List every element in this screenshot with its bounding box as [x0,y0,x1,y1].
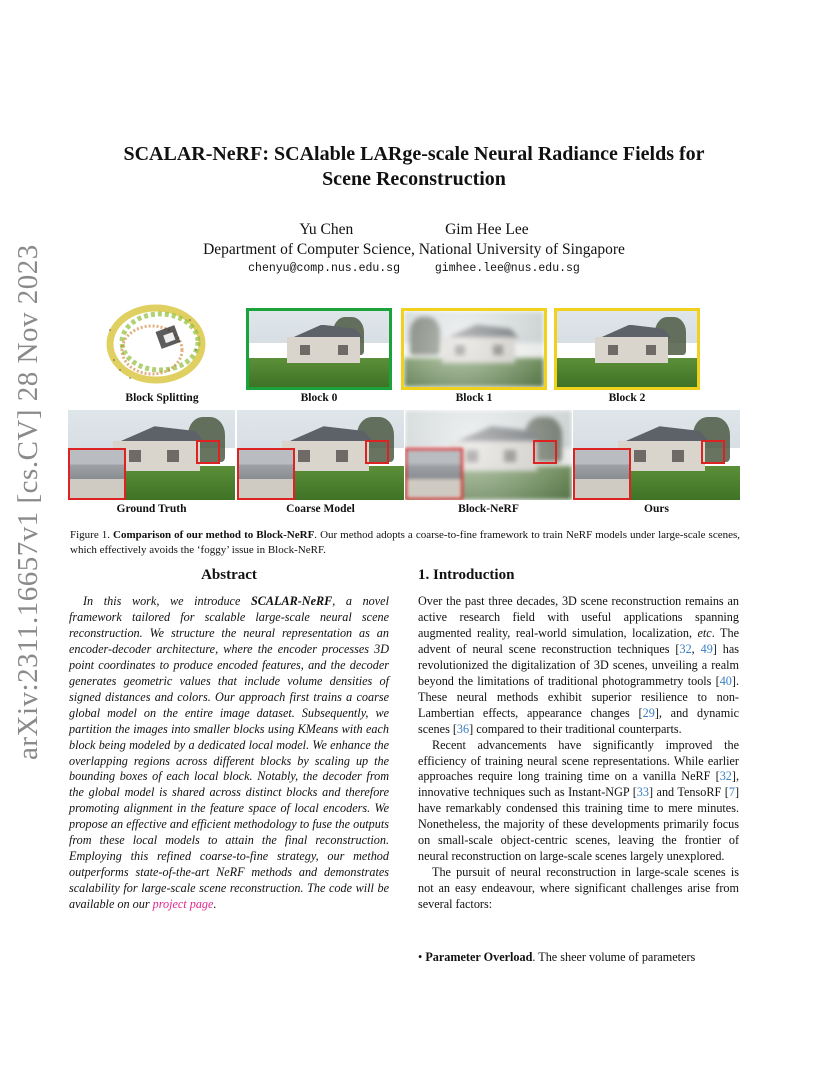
block-0-image [246,308,392,390]
intro-paragraph-2: Recent advancements have significantly improved the efficiency of training neural scene representations. While earlier approaches require long training time on a vanilla NeRF [32], innovative techniques such as Instant-NGP [33] and TensoRF [7] have remarkably condensed this training time to mere minutes. Nonetheless, the majority of these developments primarily focus on small-scale object-centric scenes, leaving the frontier of neural reconstruction on large-scale scenes largely unexplored. [418,737,739,864]
title-line-1: SCALAR-NeRF: SCAlable LARge-scale Neural Radiance Fields for [123,143,705,165]
caption-prefix: Figure 1. [70,529,110,541]
bullet-item [418,950,739,966]
citation-link[interactable]: 29 [642,705,655,720]
block-1-image [401,308,547,390]
author-name: Gim Hee Lee [445,221,529,238]
arxiv-side-stamp: arXiv:2311.16657v1 [cs.CV] 28 Nov 2023 [12,244,44,760]
block-splitting-image [100,300,208,390]
caption-rest: . Our method adopts a coarse-to-fine framework to train NeRF models under large-scale scenes, which effectively avoids the ‘foggy’ issue in Block-NeRF. [70,529,740,556]
bullet-mark: • [418,950,423,964]
label-ours: Ours [644,503,669,515]
abstract-lead: In this work, we introduce [83,594,251,608]
email[interactable]: chenyu@comp.nus.edu.sg [248,262,400,275]
email-list [90,261,738,277]
label-block-1: Block 1 [455,392,493,404]
intro-paragraph-1: Over the past three decades, 3D scene reconstruction remains an active research field with useful applications spanning augmented reality, real-world simulation, localization, etc. The advent of neural scene reconstruction techniques [32, 49] has revolutionized the digitalization of 3D scenes, unveiling a realm beyond the limitations of traditional photogrammetry tools [40]. These neural methods exhibit superior resilience to non-Lambertian effects, appearance changes [29], and dynamic scenes [36] compared to their traditional counterparts. [418,594,740,736]
ours-image [573,410,740,500]
email[interactable]: gimhee.lee@nus.edu.sg [434,262,580,275]
author-name: Yu Chen [299,221,354,238]
citation-link[interactable]: 32 [679,641,692,656]
intro-paragraph-3: The pursuit of neural reconstruction in large-scale scenes is not an easy endeavour, where significant challenges arise from several factors: [418,865,739,912]
label-block-2: Block 2 [608,392,646,404]
author-list [90,220,738,240]
caption-bold: Comparison of our method to Block-NeRF [113,529,315,541]
citation-link[interactable]: 36 [456,721,470,736]
bullet-bold: Parameter Overload [425,950,533,964]
citation-link[interactable]: 49 [700,641,713,656]
label-coarse-model: Coarse Model [286,503,355,515]
citation-link[interactable]: 40 [719,673,732,688]
label-block-nerf: Block-NeRF [458,503,519,515]
ground-truth-image [68,410,235,500]
figure-caption [70,528,740,558]
bullet-rest: . The sheer volume of parameters [532,950,696,964]
label-ground-truth: Ground Truth [116,503,187,515]
intro-text [418,594,739,913]
title-line-2: Scene Reconstruction [322,168,506,190]
citation-link[interactable]: 7 [728,785,735,800]
abstract-heading: Abstract [201,567,257,583]
abstract-text [69,594,389,913]
paper-title [90,142,738,192]
label-block-splitting: Block Splitting [125,392,199,404]
citation-link[interactable]: 32 [719,769,732,784]
intro-heading: 1. Introduction [418,567,515,583]
block-2-image [554,308,700,390]
coarse-model-image [237,410,404,500]
abstract-method-name: SCALAR-NeRF [250,594,333,608]
label-block-0: Block 0 [300,392,338,404]
project-page-link[interactable]: project page [152,897,214,912]
abstract-body: , a novel framework tailored for scalable large-scale neural scene reconstruction. We structure the neural representation as an encoder-decoder architecture, where the encoder processes 3D point coordinates to produce encoded features, and the decoder generates geometric values that include volume densities of signed distances and colors. Our approach first trains a coarse global model on the entire image dataset. Subsequently, we partition the images into smaller blocks using KMeans with each block being modeled by a dedicated local model. We enhance the overlapping regions across different blocks by scaling up the bounding boxes of each local block. Notably, the decoder from the global model is shared across distinct blocks and therefore promoting alignment in the feature space of local encoders. We propose an effective and efficient methodology to fuse the outputs from these local models to attain the final reconstruction. Employing this refined coarse-to-fine strategy, our method outperforms state-of-the-art NeRF methods and demonstrates scalability for large-scale scene reconstruction. The code will be available on our [69,594,389,912]
affiliation: Department of Computer Science, National University of Singapore [203,241,625,258]
block-nerf-image [405,410,572,500]
citation-link[interactable]: 33 [636,785,649,800]
abstract-end: . [213,897,217,912]
